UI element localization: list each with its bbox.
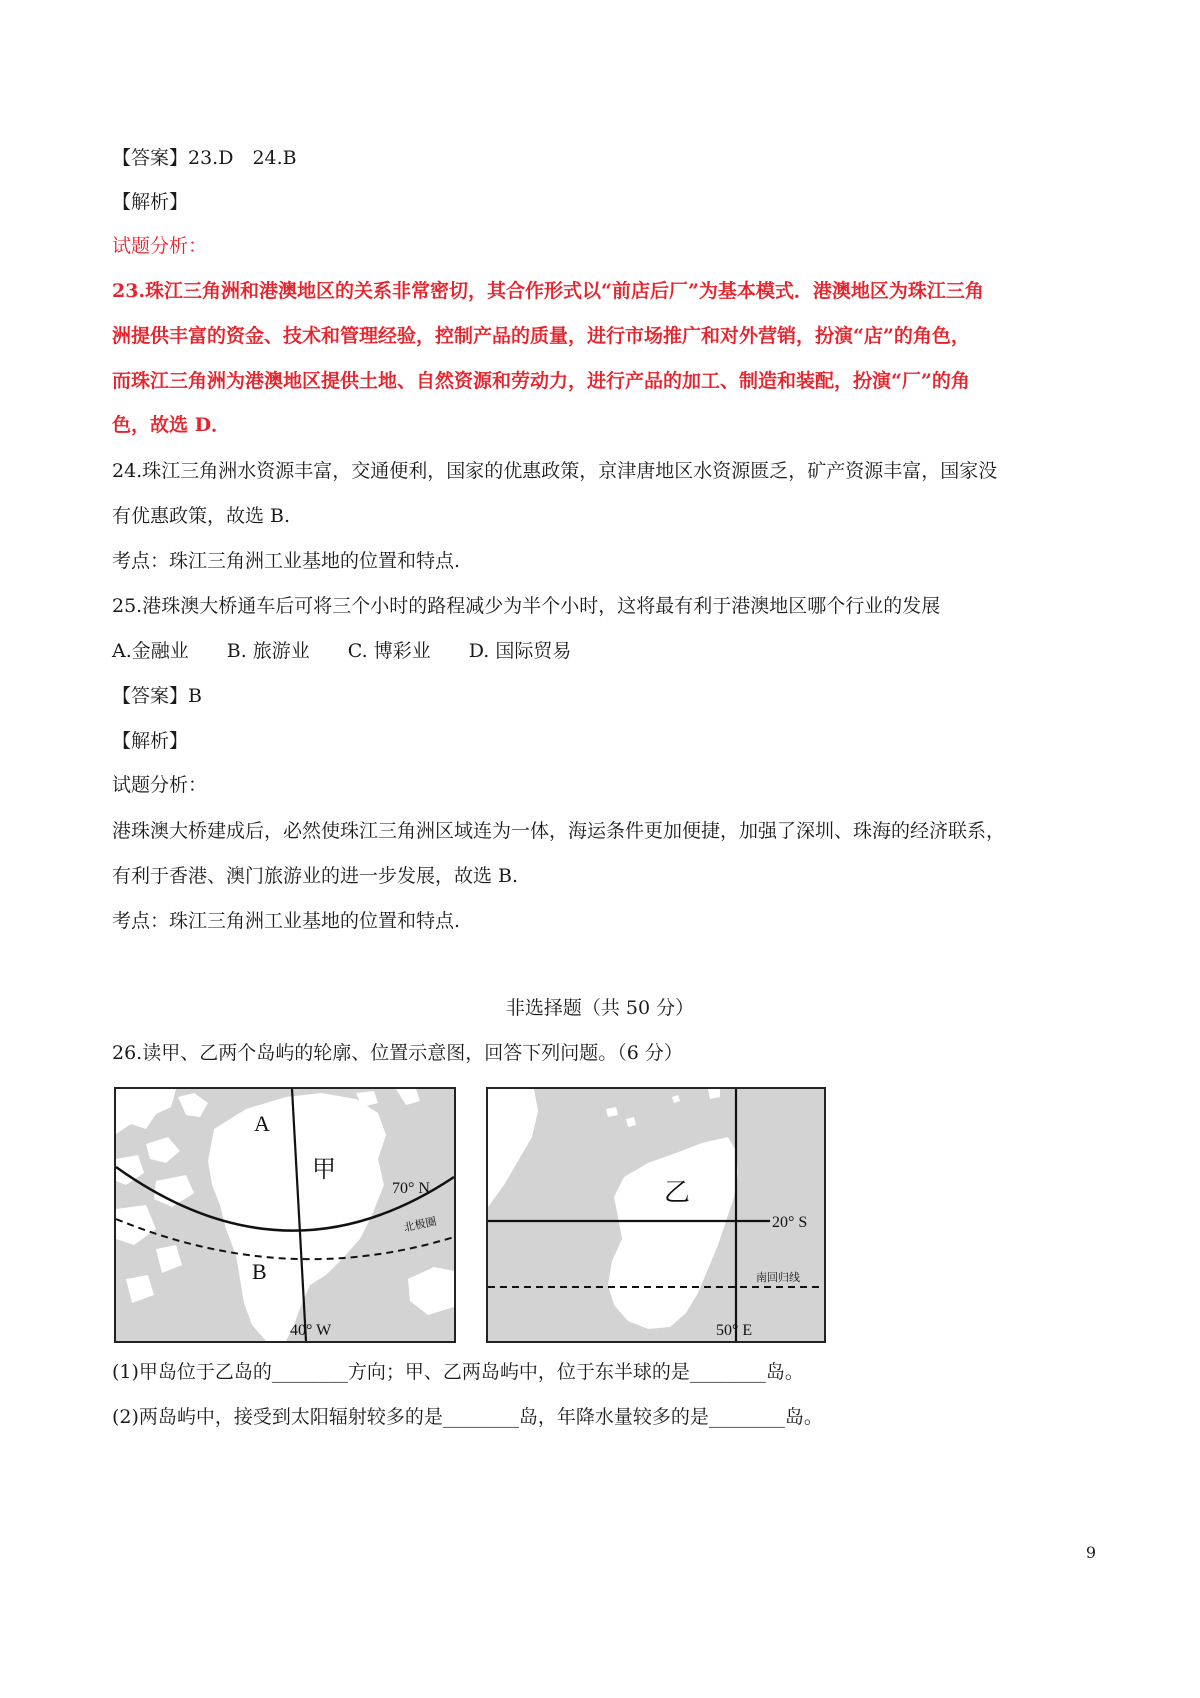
analysis-25-line2: 有利于香港、澳门旅游业的进一步发展，故选 B. <box>112 865 519 887</box>
question-26-part1: (1)甲岛位于乙岛的________方向；甲、乙两岛屿中，位于东半球的是________岛。 <box>112 1361 804 1383</box>
analysis-heading: 试题分析： <box>112 235 208 257</box>
kaodian-2: 考点：珠江三角洲工业基地的位置和特点. <box>112 910 461 932</box>
analysis-24-line2: 有优惠政策，故选 B. <box>112 505 291 527</box>
analysis-23-line4: 色，故选 D． <box>112 414 231 436</box>
analysis-23-line1: 23.珠江三角洲和港澳地区的关系非常密切，其合作形式以“前店后厂”为基本模式．港澳地区为珠江三角 <box>112 280 984 302</box>
map-jia-graphic <box>116 1089 454 1341</box>
question-25: 25.港珠澳大桥通车后可将三个小时的路程减少为半个小时，这将最有利于港澳地区哪个行业的发展 <box>112 595 941 617</box>
analysis-25-line1: 港珠澳大桥建成后，必然使珠江三角洲区域连为一体，海运条件更加便捷，加强了深圳、珠海的经济联系， <box>112 820 1006 842</box>
map-island-jia <box>114 1087 456 1343</box>
analysis-label: 【解析】 <box>112 191 189 213</box>
label-a: A <box>254 1111 270 1136</box>
label-tropic: 南回归线 <box>756 1272 800 1284</box>
section-title: 非选择题（共 50 分） <box>505 997 695 1019</box>
label-40w: 40° W <box>290 1322 332 1339</box>
map-yi-graphic <box>488 1089 824 1341</box>
analysis-23-line3: 而珠江三角洲为港澳地区提供土地、自然资源和劳动力，进行产品的加工、制造和装配，扮演“厂”的角 <box>112 370 970 392</box>
label-arctic-circle: 北极圈 <box>402 1215 438 1235</box>
analysis-heading-2: 试题分析： <box>112 774 208 796</box>
question-25-options: A.金融业 B. 旅游业 C. 博彩业 D. 国际贸易 <box>112 640 572 662</box>
map-island-yi <box>486 1087 826 1343</box>
analysis-label-2: 【解析】 <box>112 730 189 752</box>
madagascar-landmass <box>608 1137 738 1329</box>
label-20s: 20° S <box>772 1214 808 1231</box>
africa-coast <box>488 1089 538 1207</box>
label-jia: 甲 <box>312 1157 336 1183</box>
question-26: 26.读甲、乙两个岛屿的轮廓、位置示意图，回答下列问题。（6 分） <box>112 1042 683 1064</box>
label-b: B <box>252 1259 267 1284</box>
kaodian-1: 考点：珠江三角洲工业基地的位置和特点. <box>112 550 461 572</box>
answer-23-24: 【答案】23.D 24.B <box>112 147 297 169</box>
page-number: 9 <box>1085 1543 1096 1562</box>
label-70n: 70° N <box>392 1180 430 1197</box>
iceland-landmass <box>408 1267 454 1315</box>
answer-25: 【答案】B <box>112 685 202 707</box>
label-yi: 乙 <box>664 1178 691 1207</box>
label-50e: 50° E <box>716 1322 753 1339</box>
greenland-landmass <box>208 1093 386 1341</box>
arctic-islands <box>116 1089 176 1134</box>
question-26-part2: (2)两岛屿中，接受到太阳辐射较多的是________岛，年降水量较多的是________岛。 <box>112 1406 823 1428</box>
analysis-23-line2: 洲提供丰富的资金、技术和管理经验，控制产品的质量，进行市场推广和对外营销，扮演“店”的角色， <box>112 325 970 347</box>
analysis-24-line1: 24.珠江三角洲水资源丰富，交通便利，国家的优惠政策，京津唐地区水资源匮乏，矿产资源丰富，国家没 <box>112 460 998 482</box>
